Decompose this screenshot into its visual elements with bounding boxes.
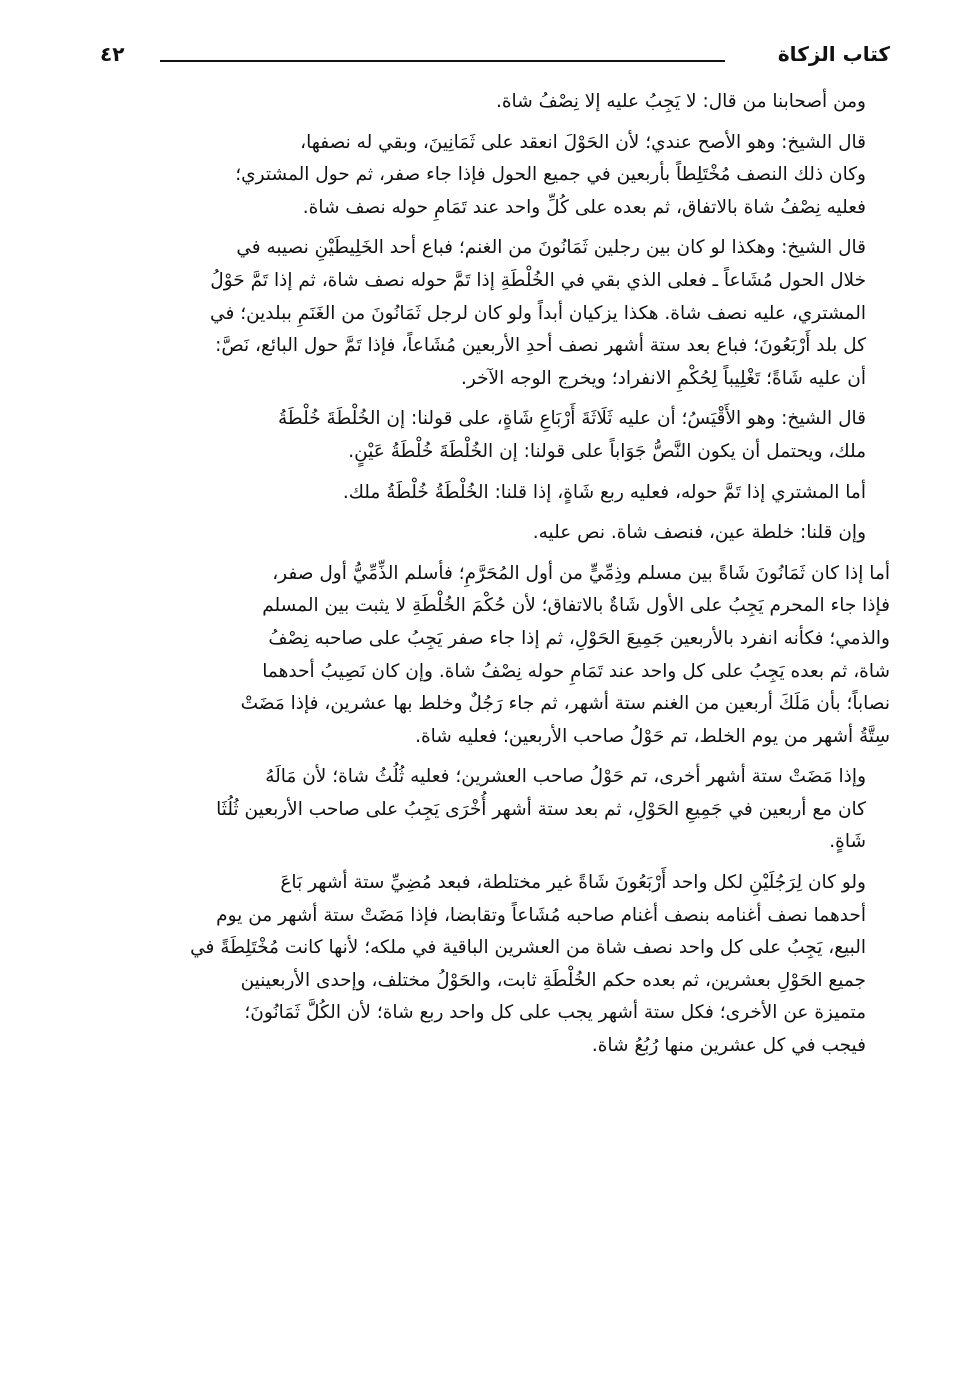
text-line: أما إذا كان ثَمَانُونَ شَاةً بين مسلم وذِمِّيٍّ من أول المُحَرَّمِ؛ فأسلم الذِّمِّيُّ أول صفر، (272, 562, 890, 584)
header-rule (160, 60, 725, 62)
paragraph (100, 867, 890, 1063)
paragraph (100, 232, 890, 395)
text-line: جميع الحَوْلِ بعشرين، ثم بعده حكم الخُلْطَةِ ثابت، والحَوْلُ مختلف، وإحدى الأربعينين (240, 969, 866, 991)
text-line: قال الشيخ: وهو الأَقْيَسُ؛ أن عليه ثَلَاثَةَ أَرْبَاعِ شَاةٍ، على قولنا: إن الخُلْطَةَ خُلْطَةُ (278, 408, 866, 430)
body-text (100, 86, 890, 1071)
text-line: وإن قلنا: خلطة عين، فنصف شاة. نص عليه. (532, 522, 866, 544)
paragraph (100, 403, 890, 468)
text-line: كل بلد أَرْبَعُونَ؛ فباع بعد ستة أشهر نصف أحدِ الأربعين مُشَاعاً، فإذا تَمَّ حول البائع، نَصَّ: (215, 335, 866, 357)
text-line: كان مع أربعين في جَمِيعِ الحَوْلِ، ثم بعد ستة أشهر أُخْرَى يَجِبُ على صاحب الأربعين ثُلُثَا (216, 798, 866, 820)
text-line: ومن أصحابنا من قال: لا يَجِبُ عليه إلا نِصْفُ شاة. (495, 91, 866, 112)
text-line: فعليه نِصْفُ شاة بالاتفاق، ثم بعده على كُلِّ واحد عند تَمَامِ حوله نصف شاة. (302, 196, 866, 218)
text-line: ملك، ويحتمل أن يكون النَّصُّ جَوَاباً على قولنا: إن الخُلْطَةَ خُلْطَةُ عَيْنٍ. (348, 440, 866, 462)
text-line: وإذا مَضَتْ ستة أشهر أخرى، تم حَوْلُ صاحب العشرين؛ فعليه ثُلُثُ شاة؛ لأن مَالَهُ (265, 766, 866, 788)
text-line: قال الشيخ: وهو الأصح عندي؛ لأن الحَوْلَ انعقد على ثَمَانِينَ، وبقي له نصفها، (300, 131, 866, 153)
running-title: كتاب الزكاة (777, 42, 890, 66)
text-line: فيجب في كل عشرين منها رُبُعُ شاة. (591, 1035, 866, 1057)
text-line: المشتري، عليه نصف شاة. هكذا يزكيان أبداً ولو كان لرجل ثَمَانُونَ من الغَنَمِ ببلدين؛ في (210, 302, 866, 324)
text-line: ولو كان لِرَجُلَيْنِ لكل واحد أَرْبَعُونَ شَاةً غير مختلطة، فبعد مُضِيِّ ستة أشهر بَاعَ (280, 872, 866, 894)
text-line: أن عليه شَاةً؛ تَغْلِيباً لِحُكْمِ الانفراد؛ ويخرج الوجه الآخر. (461, 367, 866, 389)
paragraph (100, 517, 890, 550)
page-header (100, 38, 890, 74)
text-line: أحدهما نصف أغنامه بنصف أغنام صاحبه مُشَاعاً وتقابضا، فإذا مَضَتْ ستة أشهر من يوم (216, 904, 866, 926)
text-line: شاة، ثم بعده يَجِبُ على كل واحد عند تَمَامِ حوله نِصْفُ شاة. وإن كان نَصِيبُ أحدهما (262, 660, 890, 682)
text-line: شَاةٍ. (829, 831, 866, 853)
paragraph (100, 477, 890, 510)
text-line: وكان ذلك النصف مُخْتَلِطاً بأربعين في جميع الحول فإذا جاء صفر، ثم حول المشتري؛ (235, 164, 866, 186)
paragraph (100, 558, 890, 754)
text-line: قال الشيخ: وهكذا لو كان بين رجلين ثَمَانُونَ من الغنم؛ فباع أحد الخَلِيطَيْنِ نصيبه في (236, 237, 866, 259)
page-number: ٤٢ (100, 42, 125, 66)
text-line: سِتَّةُ أشهر من يوم الخلط، تم حَوْلُ صاحب الأربعين؛ فعليه شاة. (415, 725, 890, 747)
text-line: متميزة عن الأخرى؛ فكل ستة أشهر يجب على كل واحد ربع شاة؛ لأن الكُلَّ ثَمَانُونَ؛ (244, 1002, 866, 1024)
paragraph (100, 86, 890, 119)
paragraph (100, 761, 890, 859)
paragraph (100, 127, 890, 225)
text-line: فإذا جاء المحرم يَجِبُ على الأول شَاةٌ بالاتفاق؛ لأن حُكْمَ الخُلْطَةِ لا يثبت بين المسلم (262, 595, 890, 617)
text-line: والذمي؛ فكأنه انفرد بالأربعين جَمِيعَ الحَوْلِ، ثم إذا جاء صفر يَجِبُ على صاحبه نِصْفُ (268, 627, 890, 649)
text-line: البيع، يَجِبُ على كل واحد نصف شاة من العشرين الباقية في ملكه؛ لأنها كانت مُخْتَلِطَةً في (190, 937, 866, 959)
text-line: خلال الحول مُشَاعاً ـ فعلى الذي بقي في الخُلْطَةِ إذا تَمَّ حوله نصف شاة، ثم إذا تَمَّ حَوْلُ (210, 269, 866, 291)
text-line: أما المشتري إذا تَمَّ حوله، فعليه ربع شَاةٍ، إذا قلنا: الخُلْطَةُ خُلْطَةُ ملك. (342, 481, 866, 503)
text-line: نصاباً؛ بأن مَلَكَ أربعين من الغنم ستة أشهر، ثم جاء رَجُلٌ وخلط بها عشرين، فإذا مَضَتْ (240, 693, 890, 715)
